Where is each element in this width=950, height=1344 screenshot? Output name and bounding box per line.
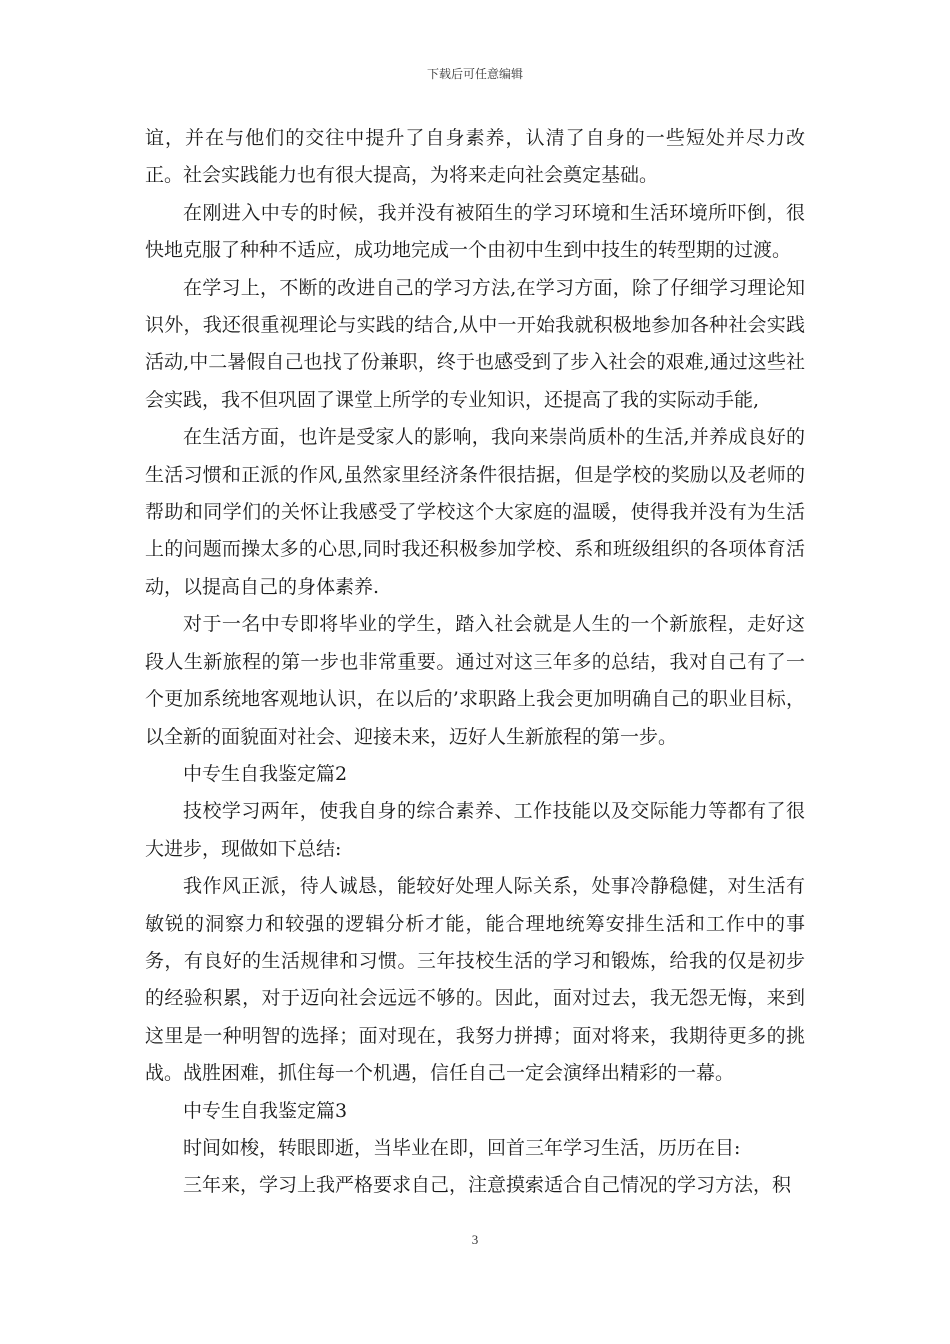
paragraph: 三年来，学习上我严格要求自己，注意摸索适合自己情况的学习方法，积 [183,1174,792,1197]
page-number: 3 [471,1232,479,1247]
paragraph: 我作风正派，待人诚恳，能较好处理人际关系，处事冷静稳健，对生活有敏锐的洞察力和较强的逻辑分析才能，能合理地统筹安排生活和工作中的事务，有良好的生活规律和习惯。三年技校生活的学习和锻炼，给我的仅是初步的经验积累，对于迈向社会远远不够的。因此，面对过去，我无怨无悔，来到这里是一种明智的选择；面对现在，我努力拼搏；面对将来，我期待更多的挑战。战胜困难，抓住每一个机遇，信任自己一定会演绎出精彩的一幕。 [145,875,805,1085]
paragraph: 时间如梭，转眼即逝，当毕业在即，回首三年学习生活，历历在目: [183,1136,741,1159]
section-heading: 中专生自我鉴定篇3 [183,1099,348,1122]
paragraph: 技校学习两年，使我自身的综合素养、工作技能以及交际能力等都有了很大进步，现做如下总结: [145,800,805,860]
paragraph: 对于一名中专即将毕业的学生，踏入社会就是人生的一个新旅程，走好这段人生新旅程的第一步也非常重要。通过对这三年多的总结，我对自己有了一个更加系统地客观地认识，在以后的’求职路上我会更加明确自己的职业目标，以全新的面貌面对社会、迎接未来，迈好人生新旅程的第一步。 [145,613,805,748]
paragraph: 在生活方面，也许是受家人的影响，我向来崇尚质朴的生活,并养成良好的生活习惯和正派的作风,虽然家里经济条件很拮据，但是学校的奖励以及老师的帮助和同学们的关怀让我感受了学校这个大家庭的温暖，使得我并没有为生活上的问题而操太多的心思,同时我还积极参加学校、系和班级组织的各项体育活动，以提高自己的身体素养. [145,426,805,598]
document-body [145,120,805,1205]
paragraph: 谊，并在与他们的交往中提升了自身素养，认清了自身的一些短处并尽力改正。社会实践能力也有很大提高，为将来走向社会奠定基础。 [145,127,805,187]
section-heading: 中专生自我鉴定篇2 [183,762,348,785]
page-header: 下载后可任意编辑 [426,67,523,81]
paragraph: 在学习上，不断的改进自己的学习方法,在学习方面，除了仔细学习理论知识外，我还很重视理论与实践的结合,从中一开始我就积极地参加各种社会实践活动,中二暑假自己也找了份兼职，终于也感受到了步入社会的艰难,通过这些社会实践，我不但巩固了课堂上所学的专业知识，还提高了我的实际动手能, [145,276,805,411]
paragraph: 在刚进入中专的时候，我并没有被陌生的学习环境和生活环境所吓倒，很快地克服了种种不适应，成功地完成一个由初中生到中技生的转型期的过渡。 [145,201,805,262]
